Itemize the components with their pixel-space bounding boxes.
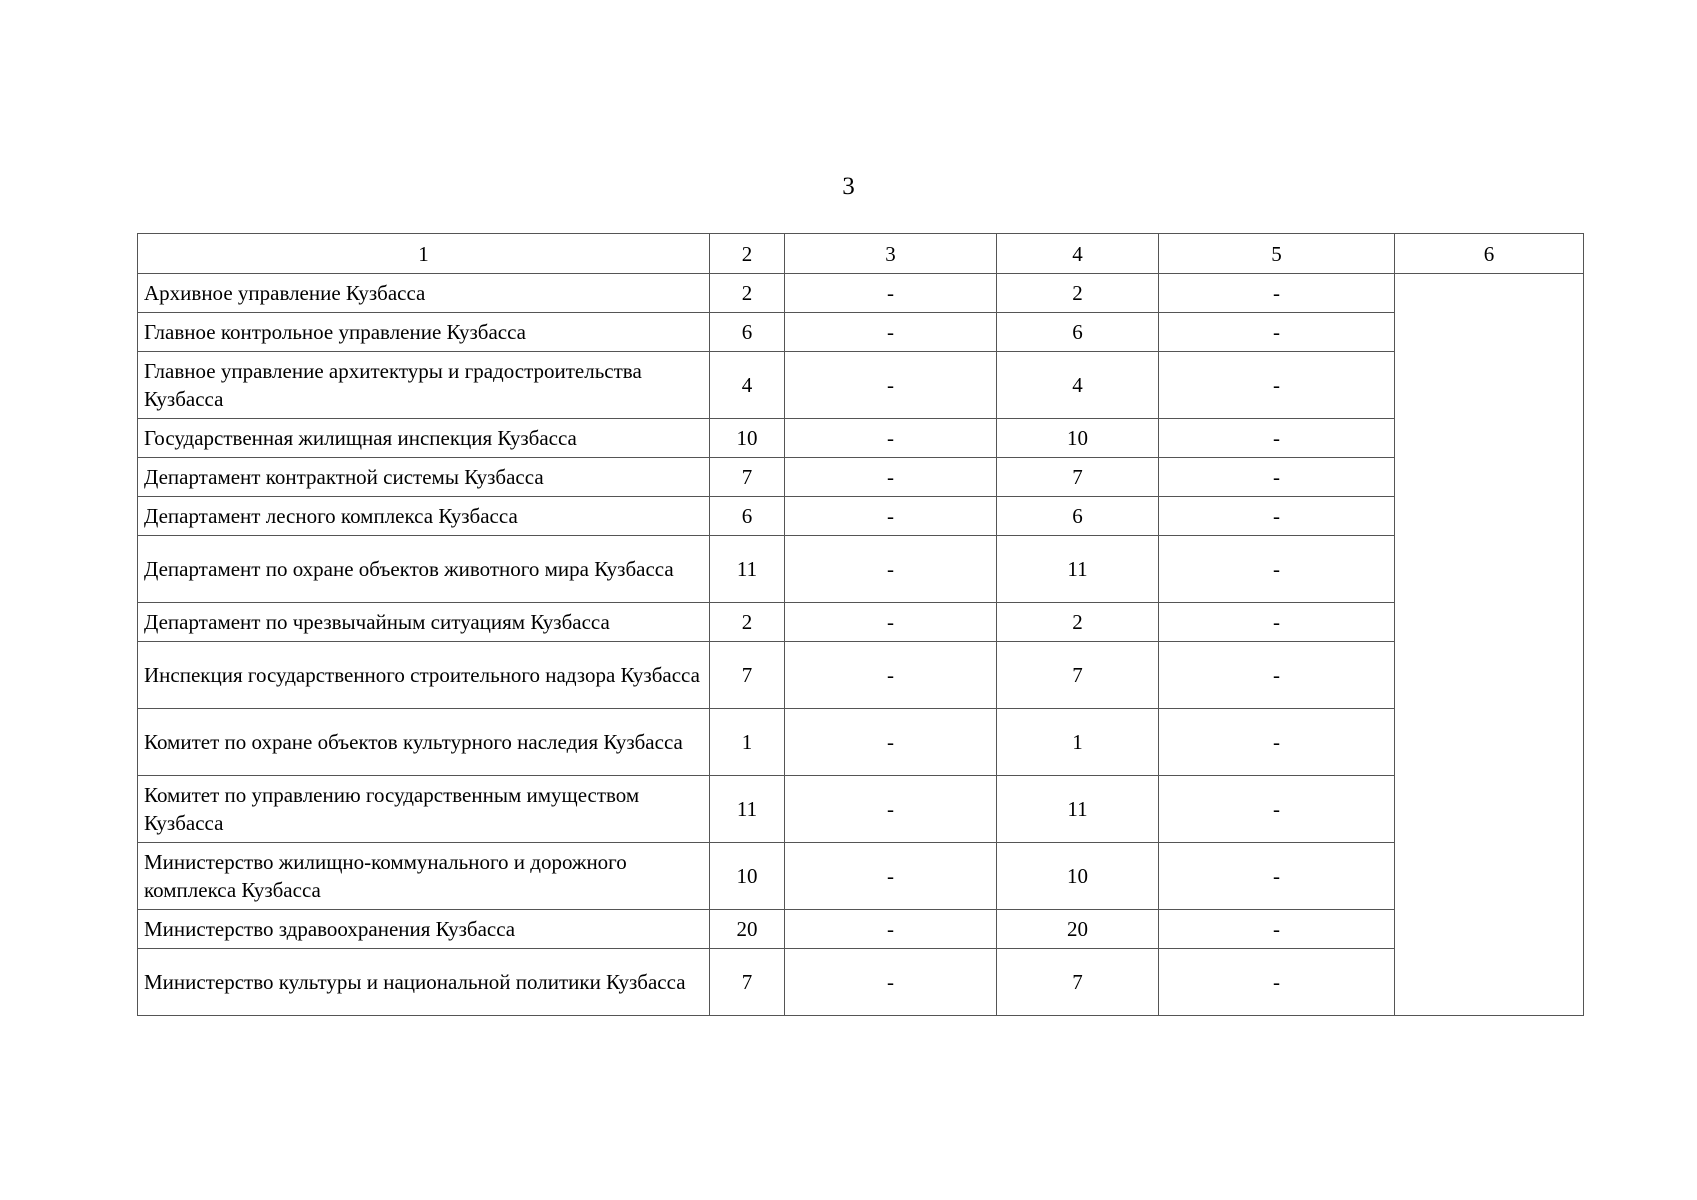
cell-col3: - xyxy=(785,709,997,776)
organization-name: Государственная жилищная инспекция Кузбасса xyxy=(138,419,710,458)
cell-col2: 7 xyxy=(710,642,785,709)
cell-col2: 2 xyxy=(710,603,785,642)
cell-col2: 4 xyxy=(710,352,785,419)
table-row xyxy=(138,776,1584,843)
cell-col2: 2 xyxy=(710,274,785,313)
cell-col4: 4 xyxy=(997,352,1159,419)
cell-col6-merged xyxy=(1395,274,1584,1016)
cell-col3: - xyxy=(785,910,997,949)
organization-name: Департамент лесного комплекса Кузбасса xyxy=(138,497,710,536)
cell-col4: 2 xyxy=(997,274,1159,313)
table-row xyxy=(138,274,1584,313)
cell-col5: - xyxy=(1159,949,1395,1016)
cell-col4: 2 xyxy=(997,603,1159,642)
cell-col2: 10 xyxy=(710,419,785,458)
cell-col5: - xyxy=(1159,313,1395,352)
cell-col3: - xyxy=(785,603,997,642)
column-number: 1 xyxy=(138,234,710,274)
table-row xyxy=(138,352,1584,419)
cell-col5: - xyxy=(1159,776,1395,843)
cell-col3: - xyxy=(785,776,997,843)
organization-name: Департамент по чрезвычайным ситуациям Кузбасса xyxy=(138,603,710,642)
cell-col2: 1 xyxy=(710,709,785,776)
column-number: 6 xyxy=(1395,234,1584,274)
cell-col5: - xyxy=(1159,709,1395,776)
table-row xyxy=(138,843,1584,910)
cell-col4: 6 xyxy=(997,313,1159,352)
column-number: 4 xyxy=(997,234,1159,274)
cell-col3: - xyxy=(785,536,997,603)
cell-col5: - xyxy=(1159,419,1395,458)
cell-col5: - xyxy=(1159,536,1395,603)
organization-name: Главное контрольное управление Кузбасса xyxy=(138,313,710,352)
cell-col2: 7 xyxy=(710,458,785,497)
organization-name: Комитет по управлению государственным имуществом Кузбасса xyxy=(138,776,710,843)
cell-col4: 6 xyxy=(997,497,1159,536)
cell-col5: - xyxy=(1159,910,1395,949)
data-table xyxy=(137,233,1584,1016)
cell-col4: 1 xyxy=(997,709,1159,776)
organization-name: Инспекция государственного строительного надзора Кузбасса xyxy=(138,642,710,709)
cell-col2: 11 xyxy=(710,776,785,843)
cell-col4: 10 xyxy=(997,843,1159,910)
cell-col2: 11 xyxy=(710,536,785,603)
cell-col4: 10 xyxy=(997,419,1159,458)
cell-col3: - xyxy=(785,419,997,458)
cell-col3: - xyxy=(785,274,997,313)
organization-name: Департамент по охране объектов животного мира Кузбасса xyxy=(138,536,710,603)
table-row xyxy=(138,419,1584,458)
cell-col2: 20 xyxy=(710,910,785,949)
cell-col4: 7 xyxy=(997,949,1159,1016)
organization-name: Главное управление архитектуры и градостроительства Кузбасса xyxy=(138,352,710,419)
cell-col2: 6 xyxy=(710,497,785,536)
column-number: 5 xyxy=(1159,234,1395,274)
column-number-row xyxy=(138,234,1584,274)
table-row xyxy=(138,642,1584,709)
organization-name: Архивное управление Кузбасса xyxy=(138,274,710,313)
organization-name: Комитет по охране объектов культурного наследия Кузбасса xyxy=(138,709,710,776)
cell-col4: 11 xyxy=(997,536,1159,603)
table-row xyxy=(138,313,1584,352)
table-row xyxy=(138,603,1584,642)
table-row xyxy=(138,949,1584,1016)
cell-col5: - xyxy=(1159,352,1395,419)
cell-col2: 10 xyxy=(710,843,785,910)
cell-col3: - xyxy=(785,313,997,352)
cell-col5: - xyxy=(1159,274,1395,313)
table-row xyxy=(138,709,1584,776)
cell-col3: - xyxy=(785,352,997,419)
cell-col2: 6 xyxy=(710,313,785,352)
cell-col5: - xyxy=(1159,642,1395,709)
cell-col3: - xyxy=(785,497,997,536)
organization-name: Департамент контрактной системы Кузбасса xyxy=(138,458,710,497)
column-number: 3 xyxy=(785,234,997,274)
cell-col3: - xyxy=(785,843,997,910)
table-row xyxy=(138,458,1584,497)
cell-col4: 7 xyxy=(997,458,1159,497)
cell-col4: 7 xyxy=(997,642,1159,709)
cell-col5: - xyxy=(1159,458,1395,497)
cell-col3: - xyxy=(785,458,997,497)
cell-col5: - xyxy=(1159,843,1395,910)
cell-col5: - xyxy=(1159,497,1395,536)
cell-col4: 11 xyxy=(997,776,1159,843)
organization-name: Министерство жилищно-коммунального и дорожного комплекса Кузбасса xyxy=(138,843,710,910)
page-number: 3 xyxy=(842,173,855,200)
cell-col4: 20 xyxy=(997,910,1159,949)
table-row xyxy=(138,497,1584,536)
table-row xyxy=(138,536,1584,603)
table-row xyxy=(138,910,1584,949)
cell-col5: - xyxy=(1159,603,1395,642)
cell-col3: - xyxy=(785,949,997,1016)
cell-col2: 7 xyxy=(710,949,785,1016)
cell-col3: - xyxy=(785,642,997,709)
column-number: 2 xyxy=(710,234,785,274)
organization-name: Министерство культуры и национальной политики Кузбасса xyxy=(138,949,710,1016)
organization-name: Министерство здравоохранения Кузбасса xyxy=(138,910,710,949)
